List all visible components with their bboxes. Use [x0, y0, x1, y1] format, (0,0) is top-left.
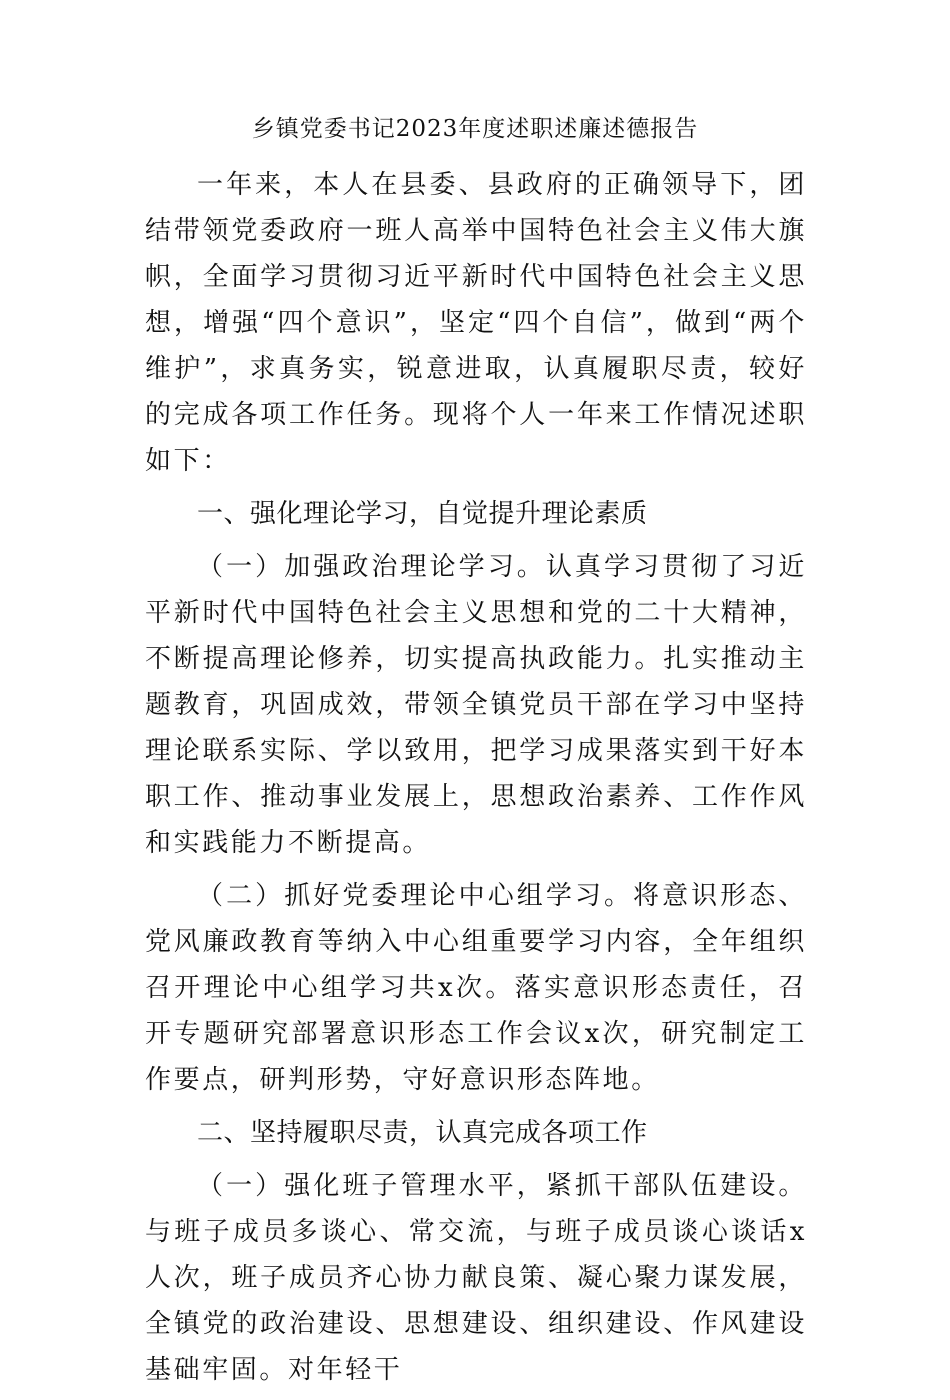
document-title: 乡镇党委书记2023年度述职述廉述德报告 [251, 116, 699, 142]
intro-paragraph: 一年来，本人在县委、县政府的正确领导下，团结带领党委政府一班人高举中国特色社会主义伟大旗帜，全面学习贯彻习近平新时代中国特色社会主义思想，增强“四个意识”，坚定“四个自信”，做到“两个维护”，求真务实，锐意进取，认真履职尽责，较好的完成各项工作任务。现将个人一年来工作情况述职如下： [145, 170, 807, 476]
section-1-paragraph-1: （一）加强政治理论学习。认真学习贯彻了习近平新时代中国特色社会主义思想和党的二十大精神，不断提高理论修养，切实提高执政能力。扎实推动主题教育，巩固成效，带领全镇党员干部在学习中坚持理论联系实际、学以致用，把学习成果落实到干好本职工作、推动事业发展上，思想政治素养、工作作风和实践能力不断提高。 [145, 552, 807, 858]
section-heading-2: 二、坚持履职尽责，认真完成各项工作 [197, 1118, 648, 1148]
section-heading-1: 一、强化理论学习，自觉提升理论素质 [197, 499, 648, 529]
section-2-paragraph-1: （一）强化班子管理水平，紧抓干部队伍建设。与班子成员多谈心、常交流，与班子成员谈心谈话x人次，班子成员齐心协力献良策、凝心聚力谋发展，全镇党的政治建设、思想建设、组织建设、作风建设基础牢固。对年轻干 [145, 1171, 807, 1385]
section-1-paragraph-2: （二）抓好党委理论中心组学习。将意识形态、党风廉政教育等纳入中心组重要学习内容，全年组织召开理论中心组学习共x次。落实意识形态责任，召开专题研究部署意识形态工作会议x次，研究制定工作要点，研判形势，守好意识形态阵地。 [145, 881, 807, 1095]
document-body [145, 162, 807, 1400]
